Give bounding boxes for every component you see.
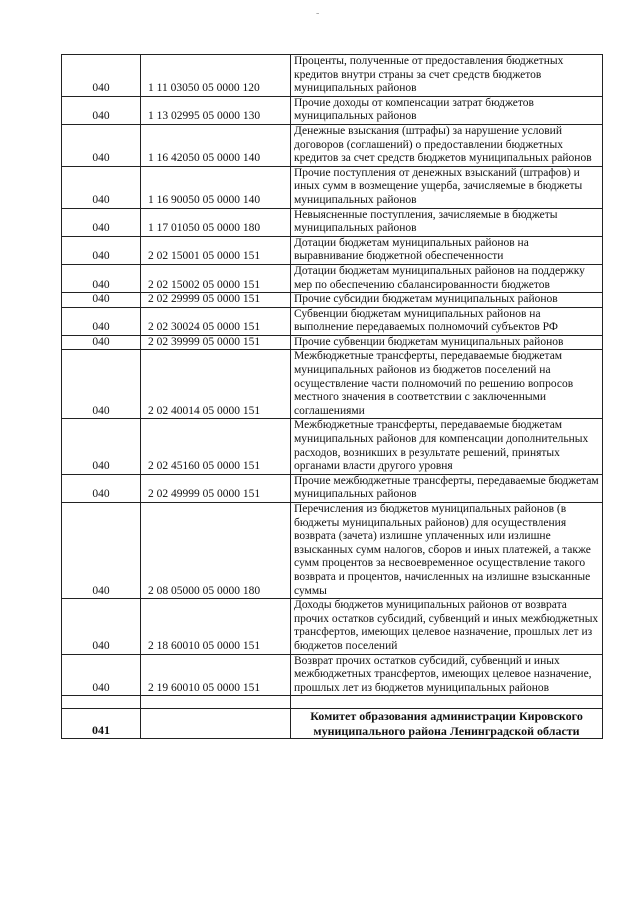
table-row — [62, 124, 603, 166]
blank-cell — [291, 696, 603, 709]
admin-code-cell: 040 — [62, 307, 141, 335]
admin-code-cell: 040 — [62, 335, 141, 350]
admin-code-cell: 040 — [62, 654, 141, 696]
table-row — [62, 264, 603, 292]
admin-code-cell: 040 — [62, 419, 141, 474]
table-row — [62, 293, 603, 308]
kbk-code-cell: 1 16 42050 05 0000 140 — [141, 124, 291, 166]
blank-cell — [141, 696, 291, 709]
kbk-code-cell: 2 02 29999 05 0000 151 — [141, 293, 291, 308]
admin-code-cell: 040 — [62, 236, 141, 264]
revenue-name-cell: Перечисления из бюджетов муниципальных районов (в бюджеты муниципальных районов) для осуществления возврата (зачета) излишне уплаченных или излишне взысканных сумм налогов, сборов и иных платежей, а также сумм процентов за несвоевременное осуществление такого возврата и процентов, начисленных на излишне взысканные суммы — [291, 503, 603, 599]
table-row — [62, 307, 603, 335]
table-row — [62, 654, 603, 696]
department-kbk — [141, 709, 291, 739]
admin-code-cell: 040 — [62, 503, 141, 599]
kbk-code-cell: 2 02 15001 05 0000 151 — [141, 236, 291, 264]
blank-cell — [62, 696, 141, 709]
revenue-name-cell: Дотации бюджетам муниципальных районов на поддержку мер по обеспечению сбалансированности бюджетов — [291, 264, 603, 292]
kbk-code-cell: 2 02 40014 05 0000 151 — [141, 350, 291, 419]
table-row — [62, 503, 603, 599]
kbk-code-cell: 1 16 90050 05 0000 140 — [141, 166, 291, 208]
page-mark: - — [316, 8, 320, 19]
table-row — [62, 335, 603, 350]
kbk-code-cell: 1 13 02995 05 0000 130 — [141, 96, 291, 124]
admin-code-cell: 040 — [62, 599, 141, 654]
kbk-code-cell: 2 02 39999 05 0000 151 — [141, 335, 291, 350]
department-code: 041 — [62, 709, 141, 739]
table-row — [62, 96, 603, 124]
revenue-name-cell: Проценты, полученные от предоставления бюджетных кредитов внутри страны за счет средств бюджетов муниципальных районов — [291, 55, 603, 97]
revenue-name-cell: Невыясненные поступления, зачисляемые в бюджеты муниципальных районов — [291, 208, 603, 236]
admin-code-cell: 040 — [62, 166, 141, 208]
table-row — [62, 166, 603, 208]
revenue-name-cell: Возврат прочих остатков субсидий, субвенций и иных межбюджетных трансфертов, имеющих целевое назначение, прошлых лет из бюджетов муниципальных районов — [291, 654, 603, 696]
table-row — [62, 419, 603, 474]
table-row — [62, 208, 603, 236]
kbk-code-cell: 2 19 60010 05 0000 151 — [141, 654, 291, 696]
kbk-code-cell: 2 02 45160 05 0000 151 — [141, 419, 291, 474]
admin-code-cell: 040 — [62, 208, 141, 236]
revenue-name-cell: Межбюджетные трансферты, передаваемые бюджетам муниципальных районов из бюджетов поселений на осуществление части полномочий по решению вопросов местного значения в соответствии с заключенными соглашениями — [291, 350, 603, 419]
admin-code-cell: 040 — [62, 55, 141, 97]
kbk-code-cell: 2 08 05000 05 0000 180 — [141, 503, 291, 599]
revenue-name-cell: Прочие межбюджетные трансферты, передаваемые бюджетам муниципальных районов — [291, 474, 603, 502]
blank-row — [62, 696, 603, 709]
table-row — [62, 474, 603, 502]
revenue-name-cell: Дотации бюджетам муниципальных районов на выравнивание бюджетной обеспеченности — [291, 236, 603, 264]
revenue-name-cell: Прочие субсидии бюджетам муниципальных районов — [291, 293, 603, 308]
revenue-name-cell: Субвенции бюджетам муниципальных районов на выполнение передаваемых полномочий субъектов РФ — [291, 307, 603, 335]
table-row — [62, 55, 603, 97]
admin-code-cell: 040 — [62, 124, 141, 166]
kbk-code-cell: 2 02 49999 05 0000 151 — [141, 474, 291, 502]
table-row — [62, 599, 603, 654]
admin-code-cell: 040 — [62, 474, 141, 502]
revenue-name-cell: Прочие доходы от компенсации затрат бюджетов муниципальных районов — [291, 96, 603, 124]
revenue-codes-table — [61, 54, 603, 739]
admin-code-cell: 040 — [62, 264, 141, 292]
kbk-code-cell: 1 17 01050 05 0000 180 — [141, 208, 291, 236]
kbk-code-cell: 2 02 15002 05 0000 151 — [141, 264, 291, 292]
department-name: Комитет образования администрации Кировского муниципального района Ленинградской области — [291, 709, 603, 739]
revenue-name-cell: Прочие субвенции бюджетам муниципальных районов — [291, 335, 603, 350]
kbk-code-cell: 2 02 30024 05 0000 151 — [141, 307, 291, 335]
department-header-row — [62, 709, 603, 739]
revenue-name-cell: Денежные взыскания (штрафы) за нарушение условий договоров (соглашений) о предоставлении бюджетных кредитов за счет средств бюджетов муниципальных районов — [291, 124, 603, 166]
table-row — [62, 350, 603, 419]
kbk-code-cell: 2 18 60010 05 0000 151 — [141, 599, 291, 654]
revenue-name-cell: Доходы бюджетов муниципальных районов от возврата прочих остатков субсидий, субвенций и иных межбюджетных трансфертов, имеющих целевое назначение, прошлых лет из бюджетов поселений — [291, 599, 603, 654]
table-row — [62, 236, 603, 264]
revenue-name-cell: Межбюджетные трансферты, передаваемые бюджетам муниципальных районов для компенсации дополнительных расходов, возникших в результате решений, принятых органами власти другого уровня — [291, 419, 603, 474]
admin-code-cell: 040 — [62, 350, 141, 419]
revenue-name-cell: Прочие поступления от денежных взысканий (штрафов) и иных сумм в возмещение ущерба, зачисляемые в бюджеты муниципальных районов — [291, 166, 603, 208]
admin-code-cell: 040 — [62, 96, 141, 124]
kbk-code-cell: 1 11 03050 05 0000 120 — [141, 55, 291, 97]
admin-code-cell: 040 — [62, 293, 141, 308]
